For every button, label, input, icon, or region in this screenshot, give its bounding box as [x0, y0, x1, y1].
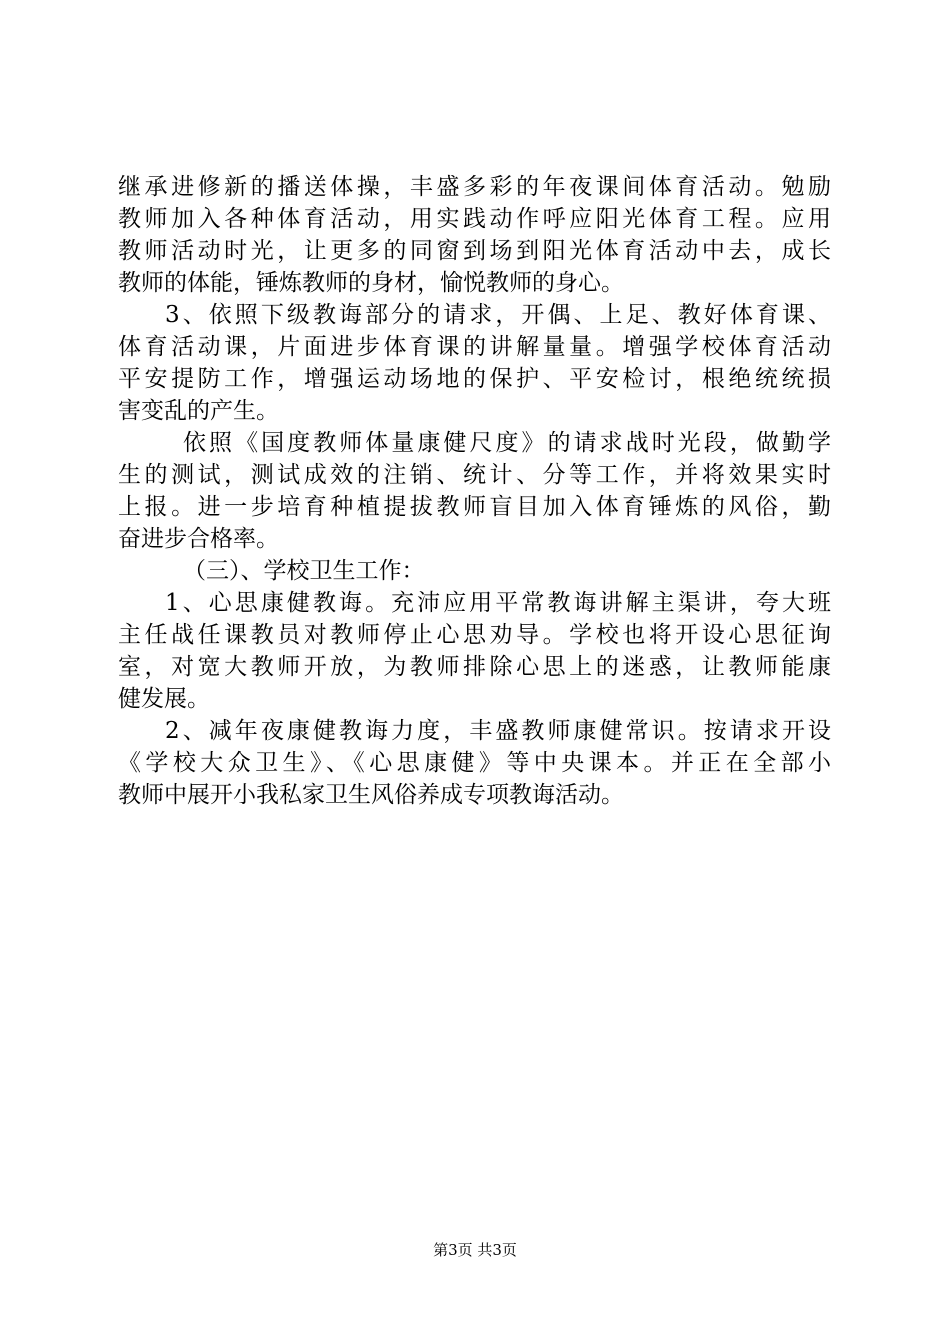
text-line: 教师活动时光，让更多的同窗到场到阳光体育活动中去，成长 — [118, 238, 831, 264]
text-line: 1、心思康健教诲。充沛应用平常教诲讲解主渠讲，夸大班 — [165, 590, 831, 616]
text-line: 2、减年夜康健教诲力度，丰盛教师康健常识。按请求开设 — [165, 718, 831, 744]
text-line: 教师中展开小我私家卫生风俗养成专项教诲活动。 — [118, 782, 624, 808]
paragraph — [118, 299, 831, 427]
text-line: （三）、学校卫生工作： — [183, 558, 425, 584]
section-heading — [118, 555, 831, 587]
paragraph — [118, 587, 831, 715]
text-line: 生的测试，测试成效的注销、统计、分等工作，并将效果实时 — [118, 462, 831, 488]
text-line: 害变乱的产生。 — [118, 398, 279, 424]
text-line: 依照《国度教师体量康健尺度》的请求战时光段，做勤学 — [183, 430, 831, 456]
paragraph — [118, 427, 831, 555]
text-line: 奋进步合格率。 — [118, 526, 279, 552]
document-body — [118, 171, 831, 811]
text-line: 室，对宽大教师开放，为教师排除心思上的迷惑，让教师能康 — [118, 654, 831, 680]
text-line: 《学校大众卫生》、《心思康健》等中央课本。并正在全部小 — [118, 750, 831, 776]
text-line: 平安提防工作，增强运动场地的保护、平安检讨，根绝统统损 — [118, 366, 831, 392]
text-line: 继承进修新的播送体操，丰盛多彩的年夜课间体育活动。勉励 — [118, 174, 831, 200]
text-line: 体育活动课，片面进步体育课的讲解量量。增强学校体育活动 — [118, 334, 831, 360]
paragraph — [118, 715, 831, 811]
page-number-footer: 第3页 共3页 — [433, 1241, 517, 1259]
text-line: 主任战任课教员对教师停止心思劝导。学校也将开设心思征询 — [118, 622, 831, 648]
text-line: 健发展。 — [118, 686, 210, 712]
text-line: 教师的体能，锤炼教师的身材，愉悦教师的身心。 — [118, 270, 624, 296]
text-line: 3、依照下级教诲部分的请求，开偶、上足、教好体育课、 — [165, 302, 831, 328]
text-line: 教师加入各种体育活动，用实践动作呼应阳光体育工程。应用 — [118, 206, 831, 232]
paragraph — [118, 171, 831, 299]
text-line: 上报。进一步培育种植提拔教师盲目加入体育锤炼的风俗，勤 — [118, 494, 831, 520]
